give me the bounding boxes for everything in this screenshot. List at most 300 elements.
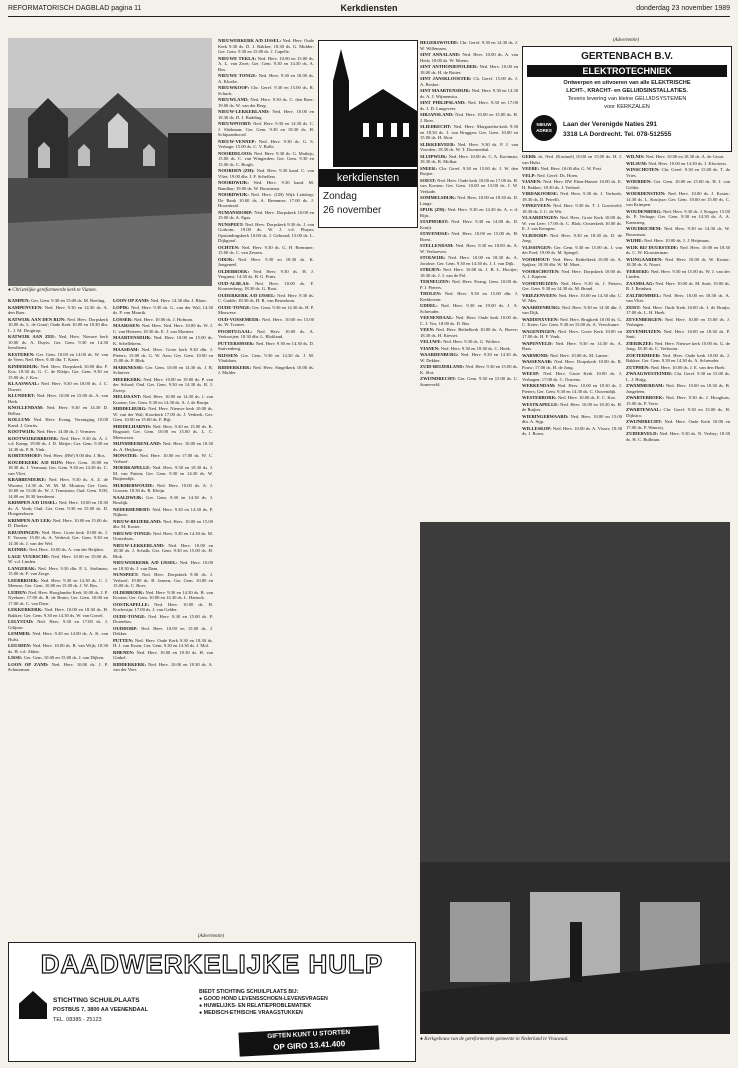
listing-place: SOMMELSDIJK: [420, 195, 456, 200]
listing-entry [218, 281, 314, 292]
listing-place: KUINRE: [8, 547, 28, 552]
listing-place: VELP: [522, 172, 536, 178]
listing-place: WILSUM: [626, 160, 648, 166]
listing-place: NAALDWIJK: [113, 494, 144, 500]
listing-place: ZWAAGWESTEINDE: [626, 371, 673, 376]
listing-services: Ned. Herv. 9.30 ds. T. J. Grootveld; 18.30 ds. J. C. de Wit. [522, 203, 622, 214]
listing-entry [420, 124, 518, 141]
listing-services: Ned. Herv. Margaretha-kerk 9.30 en 18.30 ds. J. van Bruggen; Ger. Gem. 10.00 en 15.00 ds. H. Slort. [420, 124, 518, 140]
listing-entry [113, 662, 213, 673]
house-logo-icon [19, 991, 47, 1019]
listing-place: LEMMER: [8, 631, 31, 636]
listing-services: Ned. Herv. Oude Kerk 10.00 ds. J. de Bruijn; 17.00 ds. L. H. Hoek. [626, 304, 730, 315]
listing-place: VEERE: [522, 166, 540, 171]
listing-services: Ned. Herv. 10.00 en 15.00 ds. B. J. Boer. [420, 112, 518, 123]
listing-entry [522, 402, 622, 413]
listing-place: WESTKAPELLE: [522, 401, 559, 407]
listing-services: Ned. Herv. 10.00 ds. F. Kouwenberg; 18.30 ds. G. Boot. [218, 280, 314, 291]
caption-text: Kerkgebouw van de gereformeerde gemeente in Nederland te Vrouwaal. [424, 1037, 569, 1042]
listing-entry [8, 460, 108, 477]
listing-entry [113, 543, 213, 560]
listing-entry [626, 161, 730, 167]
listing-entry [8, 429, 108, 435]
listing-place: SOEST: [420, 177, 436, 183]
listing-services: Ned. Herv. 10.00 en 19.00 ds. P. van der Schaaf; Oud. Ger. Gem. 9.30 en 14.30 ds. R. J. Zwiep. [113, 376, 213, 393]
listing-services: Ned. Herv. 10.00 en 15.00 dhr. M. Koster. [113, 518, 213, 529]
listing-place: OUDDORP: [113, 625, 138, 631]
listing-services: Ned. Herv. 9.30 en 14.30 ds. C. J. Sliekman; Ger. Gem. 9.30 en 18.30 ds. H. Schipaanboord. [218, 121, 314, 137]
listing-entry [420, 76, 518, 87]
listing-entry [8, 500, 108, 517]
listing-services: Ned. Herv. Bethelkerk 10.00 ds. A. Boeve; 18.30 ds. H. Kieviet. [420, 327, 518, 338]
listing-services: Ned. Herv. 9.30 ds. C. den Boer; 19.00 ds. W. van der Berg. [218, 97, 314, 108]
listing-place: LOSSER: [113, 316, 133, 322]
listing-place: KINDERDIJK: [8, 363, 39, 369]
listing-services: Ned. Herv. Singelkerk 10.00 ds. J. Mulder. [218, 364, 314, 375]
listing-place: NIEUWLAND: [218, 97, 249, 102]
listing-place: HEGERSWOUDE: [420, 40, 459, 45]
listing-services: Ned. Herv. 9.30 en 14.30 ds. P. Nijboer. [113, 506, 213, 517]
listing-entry [522, 426, 622, 437]
listing-place: NIEUWPOORT: [218, 121, 252, 126]
listing-entry [522, 383, 622, 394]
listing-entry [626, 305, 730, 316]
church-photo-caption: ● Christelijke gereformeerde kerk te Vianen. [8, 288, 97, 293]
listing-entry [420, 327, 518, 338]
listing-place: SPIJK (ZH): [420, 207, 446, 212]
listing-entry [626, 395, 730, 406]
listing-entry [522, 179, 622, 190]
listing-place: THOLEN: [420, 291, 442, 296]
listing-entry [626, 154, 730, 160]
giro-line2: OP GIRO 13.41.400 [273, 1039, 346, 1052]
listing-services: Ned. Herv. 9.30 en 15.00 ds. W. J. van der Linden. [626, 268, 730, 279]
listing-services: Ned. Herv. 9.30 en 14.30 dhr. J. van Dijk. [522, 304, 622, 315]
listing-place: ZALTBOMMEL: [626, 292, 662, 298]
listing-place: NIEUWE TEKLA: [218, 55, 257, 61]
bullet-item: ● MEDISCH-ETHISCHE VRAAGSTUKKEN [199, 1010, 303, 1016]
listing-place: MURMERWOUDE: [113, 482, 154, 488]
listing-place: LEERBROEK: [8, 577, 39, 583]
listing-services: Ned. Herv. 9.30 ds. G. van der Wal; 14.30 ds. P. van Mourik. [113, 304, 213, 315]
listing-place: SINT PHILIPSLAND: [420, 100, 466, 105]
listing-place: VIANEN: [420, 345, 440, 351]
listing-place: NIEUW-BEIJERLAND: [113, 518, 162, 524]
listing-services: Ger. Gem. 10.00 en 14.00 ds. W. van de Veen; Ned. Herv. 9.30 dhr. T. Kater. [8, 351, 108, 362]
listing-services: Ned. Herv. Grote Kerk 10.00 ds. W. van Leer; 17.00 ds. C. Blok; Oosterkerk 10.00 ds. E. J. van Kempen. [522, 215, 622, 231]
listing-services: Ned. Herv. 10.00 en 18.30 ds. H. de Ruijter. [522, 401, 622, 412]
listing-place: NIEUW-LEKKERLAND: [113, 542, 165, 548]
listing-entry [522, 353, 622, 359]
listing-place: MAARTENSDIJK: [113, 335, 152, 340]
listing-entry [420, 243, 518, 254]
listing-entry [8, 305, 108, 316]
listing-entry [626, 281, 730, 292]
listing-entry [626, 419, 730, 430]
listing-entry [113, 495, 213, 506]
listing-col-5 [522, 154, 622, 444]
listing-services: Ned. Herv. 9.30 en 14.30 ds. W. Dekker. [420, 352, 518, 363]
listing-place: KOOTWIJK: [8, 429, 36, 434]
listing-entry [626, 269, 730, 280]
listing-entry [113, 572, 213, 589]
listing-services: Ned. Herv. 9.30 en 14.00 ds. D. Kruijt. [420, 219, 518, 230]
listing-services: Ned. Herv. 9.30 en 18.30 ds. K. Jongeneel. [218, 256, 314, 267]
listing-place: TERNEUZEN: [420, 279, 451, 284]
advert-headline: DAADWERKELIJKE HULP [40, 949, 384, 979]
listing-place: KATWIJK AAN DEN RIJN: [8, 316, 66, 322]
listing-entry [8, 662, 108, 673]
listing-entry [113, 626, 213, 637]
advert-line2: LICHT-, KRACHT- en GELUIDSINSTALLATIES. [566, 88, 688, 94]
listing-entry [420, 52, 518, 63]
listing-entry [218, 222, 314, 244]
listing-place: WOERDEN: [626, 179, 652, 184]
listing-entry [8, 317, 108, 334]
listing-services: Ger. Gem. 9.30 en 15.00 ds. J. van der Poel; 19.00 ds. M. Spiegel. [522, 244, 622, 255]
listing-place: ZEIST: [626, 304, 641, 310]
listing-place: LANGERAK: [8, 565, 37, 571]
listing-entry [522, 191, 622, 202]
listing-services: Ger. Gem. 9.30 en 14.30 ds. J. Bosdijk. [113, 494, 213, 505]
listing-place: ZUIDERVELD: [626, 431, 658, 436]
listing-services: Ned. Herv. 9.30 en 14.30 D. Belhar. [8, 405, 108, 416]
listing-entry [420, 207, 518, 218]
listing-services: Ned. Herv. 10.00 en 18.30 ds. J. Pieters; Ger. Gem. 9.30 en 14.30 ds. C. Ouwendijk. [522, 383, 622, 394]
listing-services: Ned. Herv. Oude Kerk 9.30 en 18.30 ds. H. J. van Essen; Ger. Gem. 9.30 en 14.30 ds. J. Mol. [113, 637, 213, 648]
listing-entry [113, 590, 213, 601]
listing-entry [218, 365, 314, 376]
listing-services: Ned. Herv. 10.00 en 15.00 ds. J. Dekker. [113, 625, 213, 636]
listing-services: Ned. Herv. 10.00 ds. J. J. Heijmans. [642, 238, 710, 243]
listing-entry [8, 578, 108, 589]
listing-services: Ned. Herv. 10.00 ds. A. Visser; 18.30 ds. J. Rouw. [522, 425, 622, 436]
listing-entry [8, 417, 108, 428]
listing-services: Ned. Herv. 14.00 ds. J. Vermeer. [35, 429, 97, 434]
listing-services: Ned. Herv. 10.00 ds. M. Lanser. [548, 352, 609, 358]
listing-services: Ned. Herv. 9.30 en 14.30 ds. M. Oosterhuis. [113, 530, 213, 541]
listing-services: Ned. Geref. Ds. Hoen. [535, 172, 579, 178]
listing-services: Ned. Herv. Hooglandse Kerk 10.00 ds. J. P. Nyeboer; 17.00 ds. R. de Bruin; Ger. Gem. 10.00 en 17.00 ds. C. van Dam. [8, 589, 108, 606]
listing-place: NOORDWIJK: [218, 192, 249, 197]
listing-entry [218, 85, 314, 96]
listing-entry [218, 192, 314, 209]
listing-entry [626, 167, 730, 178]
listing-place: ZEVENHUIZEN: [626, 328, 662, 334]
listing-place: MONSTER: [113, 453, 138, 458]
listing-entry [626, 209, 730, 226]
listing-place: OUD-VOSSEMEER: [218, 316, 261, 322]
bullet-item: ● GOOD HOND LEVENSSCHOEN-LEVENSVRAGEN [199, 996, 328, 1002]
listing-services: Ned. Herv. 9.30 en 18.30 ds. D. de Jong. [522, 232, 622, 243]
listing-entry [420, 195, 518, 206]
listing-place: SLUIPWIJK: [420, 153, 448, 159]
listing-entry [420, 112, 518, 123]
listing-services: Chr. Geref. 9.30 en 14.30 ds. J. W. Willemsen. [420, 40, 518, 51]
listing-place: WAARDENBURG: [420, 352, 459, 357]
listing-services: Ned. Herv. 10.00 en 14.30 ds. J. Kloosters. [647, 160, 728, 166]
listing-place: LELYSTAD: [8, 619, 34, 624]
listing-place: WINSCHOTEN: [626, 167, 660, 172]
listing-place: NOORDEN (ZH): [218, 168, 255, 173]
listing-entry [8, 631, 108, 642]
listing-services: Ned. Herv. Dorpskerk 10.00 dhr. F. Kos; 18.30 ds. G. C. de Kleijn; Ger. Gem. 9.30 en 15.00 ds. J. Kos. [8, 363, 108, 380]
listing-place: RIJSSEN: [218, 352, 239, 358]
listing-entry [522, 305, 622, 316]
listing-services: Ned. Herv. 9.30 ds. C. Gudde; 18.30 ds. H. R. van Beusekom. [218, 292, 314, 303]
listing-place: STELLENDAM: [420, 243, 454, 248]
listing-services: Ned. Herv. Dorpskerk 10.00 en 15.00 ds. A. Egas. [218, 209, 314, 220]
listing-place: OLDEBROEK: [218, 268, 250, 274]
listing-entry [113, 602, 213, 613]
listing-entry [522, 233, 622, 244]
listing-place: MAARSSEN: [113, 323, 141, 328]
caption-text: Christelijke gereformeerde kerk te Vianen. [12, 288, 97, 293]
listing-place: VLAARDINGEN: [522, 215, 559, 220]
listing-col-6 [626, 154, 730, 518]
listing-services: Ned. Herv. 10.00 ds. A. van der Heijden. [27, 547, 104, 552]
listing-services: Ned. Herv. 10.00 ds. A. van Herk; 18.00 ds. W. Moens. [420, 52, 518, 63]
listing-services: Ned. Herv. 9.30 en 15.00 ds. K. Slot. [420, 364, 518, 375]
listing-place: KNOLLENDAM: [8, 405, 44, 410]
listing-place: WILLESKOP: [522, 425, 552, 431]
listing-col-1 [8, 298, 108, 904]
listing-entry [626, 329, 730, 340]
listing-services: Ned. Herv. 9.30 ds. J. Kruger; 15.00 ds. P. Verhage; Ger. Gem. 9.30 en 14.30 ds. A. A. Kamsteeg. [626, 208, 730, 225]
listing-place: NUNSPEET: [113, 572, 139, 577]
listing-entry [626, 179, 730, 190]
listing-entry [113, 453, 213, 464]
listing-entry [8, 477, 108, 499]
listing-entry [420, 100, 518, 111]
listing-place: PUTTEN: [113, 637, 134, 643]
listing-col-3b [318, 232, 414, 904]
listing-services: Ned. Herv. 9.30 en 19.00 ds. J. A. Schreuder. [420, 303, 518, 314]
listing-col-2 [113, 298, 213, 904]
listing-entry [8, 607, 108, 618]
listing-services: Ned. Herv. 10.00 ds. J. B. L. Hooijer; 18.30 ds. J. J. van de Pol. [420, 267, 518, 278]
listing-entry [420, 315, 518, 326]
listing-entry [420, 364, 518, 375]
listing-place: ZWIJNDRECHT: [626, 419, 662, 424]
listing-entry [420, 376, 518, 387]
listing-col-3 [218, 38, 314, 904]
giro-banner [238, 1025, 379, 1056]
listing-place: SIRJANSLAND: [420, 112, 454, 117]
listing-place: KRABBENDIJKE: [8, 477, 47, 482]
listing-services: Ned. Herv. 10.00 ds. J. Hofman. [132, 316, 194, 322]
listing-services: Ned. Herv. Dorpskerk 10.00 ds. L. de Graaf; Oude Kerk 10.00 en 18.30 dhr. L. J. M. Drogtrop. [8, 316, 108, 333]
listing-place: MARKNESSE: [113, 364, 144, 370]
listing-services: Ned. Herv. 10.00 en 18.30 ds. J. Schalk; Ger. Gem. 9.30 en 15.00 ds. H. Blok. [113, 542, 213, 559]
listing-place: WEESP: [522, 371, 540, 376]
gertenbach-advert [522, 46, 732, 152]
listing-place: ZAAMSLAG: [626, 280, 655, 286]
listing-place: MIDDELBURG: [113, 406, 147, 411]
listing-services: Ned. Herv. Dorpskerk 9.30 ds. J. van Gorkom; 19.00 ds. W. J. v.d. Pluym; Opstandingskerk 10.00 ds. J. Gebraad; 15.00 ds. L. Dijkgraaf. [218, 221, 314, 243]
listing-entry [522, 154, 622, 165]
listing-entry [420, 267, 518, 278]
listing-place: STAPHORST: [420, 219, 449, 224]
listing-services: Ned. Herv. 9.30 ds. G. S. Verhage; 15.00 ds. C. V. Bolle. [218, 138, 314, 149]
listing-services: Ned. Herv. 10.00 ds. B. van Wijk; 18.30 ds. H. v.d. Akker. [8, 643, 108, 654]
listing-entry [8, 590, 108, 607]
masthead-date: 26 november [323, 205, 382, 216]
listing-entry [218, 180, 314, 191]
listing-entry [522, 257, 622, 268]
listing-place: OLDEBROEK: [113, 589, 145, 595]
listing-services: Ned. Herv. 9.30 ds. J. Hooghuis; 15.00 ds. P. Vorts. [626, 395, 730, 406]
listing-place: KRUININGEN: [8, 529, 40, 535]
listing-place: ZEVENBERGEN: [626, 316, 663, 322]
listing-place: SINT JANSKLOOSTER: [420, 76, 472, 81]
listing-entry [420, 142, 518, 153]
listing-services: Ned. Herv. 10.00 en 15.00 dhr. A. Sijp. [522, 413, 622, 424]
listing-services: Ch. Geref. 15.00 ds. J. A. Bosker. [420, 76, 518, 87]
listing-place: ZWIJNDRECHT: [420, 376, 456, 381]
listing-place: RIDDERKERK: [113, 661, 147, 667]
church-illustration [8, 38, 212, 286]
listing-place: WOUDENBERG: [626, 208, 662, 214]
listing-services: Ned. Herv. 9.30 ds. J. Verhoek; 18.30 ds. D. Petrelli. [522, 191, 622, 202]
listing-entry [420, 64, 518, 75]
listing-place: VOORSCHOTEN: [522, 268, 560, 274]
listing-services: Ned. Herv. 10.00 en 18.30 ds. D. Lange. [420, 195, 518, 206]
listing-place: ZOETERMEER: [626, 352, 661, 358]
listing-place: ZIERIKZEE: [626, 340, 654, 346]
listing-services: Ned. Herv. 9.30 ds. H. J. Vergunst; 14.30 ds. H. G. Prins. [218, 268, 314, 279]
listing-services: Ned. Herv. Oude kerk 10.00 ds. C. J. Vos; 18.00 ds. D. Bas. [420, 315, 518, 326]
listing-services: Ned. Herv. 10.00 en 18.30 ds. A. Vonk; Oud. Ger. Gem. 9.30 en 15.00 ds. D. Hoogendoorn. [8, 500, 108, 516]
listing-entry [113, 483, 213, 494]
listing-place: ZWARTEWAAL: [626, 407, 662, 412]
listing-place: ZUTPHEN: [626, 364, 650, 370]
listing-services: Ned. Herv. 10.00 en 14.30 dhr. C. W. Mes. [522, 292, 622, 303]
listing-place: YERSEKE: [626, 268, 650, 274]
listing-entry [626, 365, 730, 371]
listing-services: Ned. Herv. 10.00 en 15.00 ds. K. Schellekens. [113, 335, 213, 346]
listing-entry [420, 178, 518, 195]
bullets-intro: BIEDT STICHTING SCHUILPLAATS BIJ: [199, 989, 299, 995]
listing-entry [8, 655, 108, 661]
listing-services: Ned. Herv. 9.30 ds. P. J. van Voorden; 18.30 ds. W. T. Doornenbal. [420, 141, 518, 152]
listing-entry [626, 226, 730, 237]
listing-services: Chr. Geref. 9.30 en 15.00 ds. H. Dijkstra. [626, 407, 730, 418]
listing-services: Ned. Herv. 9.30 ds. G. H. Bremmer; 15.00 ds. C. van Zessen. [218, 244, 314, 255]
listing-place: OUDERKERK A/D IJSSEL: [218, 292, 276, 298]
listing-place: LAGE VUURSCHE: [8, 553, 50, 559]
listing-services: Ned. Herv. 9.30 en 14.30 ds. W. Bouwman. [626, 226, 730, 237]
listing-services: Ned. Herv. 9.30 en 18.00 ds. A. W. Verhoeven. [420, 243, 518, 254]
advert-bullets [199, 989, 409, 1017]
listing-place: NIEUWKOOP: [218, 85, 250, 90]
listing-services: Ned. Herv. 10.00 ds. A. J. Goosen; 18.30 ds. R. Kleijn. [113, 482, 213, 493]
listing-entry [113, 406, 213, 423]
listing-entry [113, 614, 213, 625]
listing-services: Ned. Herv. Evang. Vereniging 10.00 Kand. J. Gerrits. [8, 417, 108, 428]
listing-services: Ned. Herv. 14.30 dhr. J. Blom. [149, 298, 207, 303]
listing-entry [218, 329, 314, 340]
kerkdiensten-masthead [318, 40, 418, 228]
listing-services: Ned. Herv. 9.30 ds. A. Z. de Wuorm; 14.30 ds. W. M. M. Mouton; Ger. Gem. 10.00 en 15.00 ds. W. J. Teunissen; Oud. Gem. 9.00, 14.00 en 18.30 leesdienst. [8, 477, 108, 499]
listing-place: NUNSPEET: [218, 221, 244, 227]
listing-place: MELISSANT: [113, 394, 142, 399]
listing-entry [8, 566, 108, 577]
listing-services: Ned. Herv. 10.00 ds. A. Verkooijen; 18.30 dhr. L. Blokland. [218, 328, 314, 339]
listing-services: Ned. Herv. 9.30 en 18.00 ds. A. Kloeke. [218, 73, 314, 84]
listing-entry [8, 405, 108, 416]
advert-subtitle: ELEKTROTECHNIEK [527, 65, 727, 77]
listing-entry [522, 395, 622, 401]
listing-place: WILNIS: [626, 154, 645, 159]
listing-services: Ned. Herv. 10.00 ds. W. Koster; 18.30 ds. A. Noort. [626, 256, 730, 267]
listing-place: LOPIK: [113, 304, 130, 310]
listing-place: STRIJEN: [420, 267, 441, 272]
listing-entry [8, 334, 108, 351]
listing-services: Ned. Herv. 10.00 ds. H. Koelewijn; 17.00 ds. J. van Gelder. [113, 601, 213, 612]
listing-services: Ned. Herv. Dorpskerk 9.30 ds. J. Verhoef; 19.00 ds. B. Jansen; Ger. Gem. 10.00 en 15.00 ds. C. Boer. [113, 572, 213, 588]
advert-label-bottom: (Advertentie) [197, 934, 225, 939]
listing-entry [113, 298, 213, 304]
listing-services: Ned. Herv. 10.00 en 17.00 ds. W. C. Verhoef. [113, 453, 213, 464]
listing-entry [420, 352, 518, 363]
listing-place: VIANEN: [522, 179, 542, 184]
interior-photo-caption: ● Kerkgebouw van de gereformeerde gemeente in Nederland te Vrouwaal. [420, 1037, 569, 1042]
listing-services: Ned. Herv. 10.00 en 18.30 ds. B. Jongeleen. [626, 383, 730, 394]
listing-place: VRIEZENVEEN: [522, 292, 558, 298]
listing-place: WASSENAAR: [522, 359, 553, 364]
listing-place: NOORDELOOS: [218, 150, 253, 156]
listing-place: NIEUWERKERK A/D IJSSEL: [218, 38, 282, 43]
listing-place: VOORHOUT: [522, 256, 551, 262]
listing-services: Ned. Herv. Dorpskerk 10.00 ds. A. J. Kaptein. [522, 268, 622, 279]
listing-entry [8, 619, 108, 630]
listing-services: Ned. Herv. 9.30 en 17.00 ds. J. Gilijnse. [8, 619, 108, 630]
listing-services: Ned. Herv. Oude Kerk 10.00 en 17.00 ds. P. Wanroij. [626, 419, 730, 430]
listing-services: Herv. Gem. 10.00 en 18.30 ds. J. Vermaat; Ger. Gem. 9.30 en 14.30 ds. C. van Vliet. [8, 459, 108, 476]
listing-entry [522, 215, 622, 232]
listing-place: KAMPENVEEN: [8, 304, 43, 310]
listing-entry [218, 353, 314, 364]
listing-place: MAASDAM: [113, 347, 140, 352]
listing-place: LOON OP ZAND: [8, 661, 49, 667]
listing-entry [522, 245, 622, 256]
listing-place: MIJNSHEERENLAND: [113, 441, 162, 446]
listing-entry [420, 279, 518, 290]
listing-place: OOSTKAPELLE: [113, 601, 150, 607]
listing-place: SLIEDRECHT: [420, 124, 452, 129]
listing-entry [113, 317, 213, 323]
listing-services: Ned. Herv. 9.30 en 14.30 ds. R. van Kooten; Ger. Gem. 10.00 en 14.30 ds. L. Harinck. [113, 589, 213, 600]
listing-entry [626, 353, 730, 364]
listing-entry [113, 650, 213, 661]
advert-address: Laan der Verenigde Naties 291 [563, 121, 657, 128]
listing-entry [113, 305, 213, 316]
listing-entry [626, 317, 730, 328]
listing-entry [522, 341, 622, 352]
listing-place: ZWAMMERDAM: [626, 383, 665, 388]
listing-entry [626, 407, 730, 418]
listing-place: NUMANSDORP: [218, 209, 253, 215]
listing-entry [218, 293, 314, 304]
listing-entry [420, 291, 518, 302]
listing-entry [626, 371, 730, 382]
listing-place: KLUNDERT: [8, 393, 36, 398]
advert-line1: Ontwerpen en uitvoeren van alle ELEKTRISCHE [563, 80, 691, 86]
listing-services: Ned. Herv. 10.00 dhr. G. W. Post. [539, 166, 603, 171]
listing-services: Ned. Herv. Oude kerk 10.00 en 17.00 ds. H. van Kooten; Ger. Gem. 10.00 en 15.00 ds. J. W. Verkade. [420, 177, 518, 194]
listing-services: Ned. Herv. Grote Kerk 10.00 ds. J. Verhagen; 17.00 ds. C. Ouwens. [522, 371, 622, 382]
